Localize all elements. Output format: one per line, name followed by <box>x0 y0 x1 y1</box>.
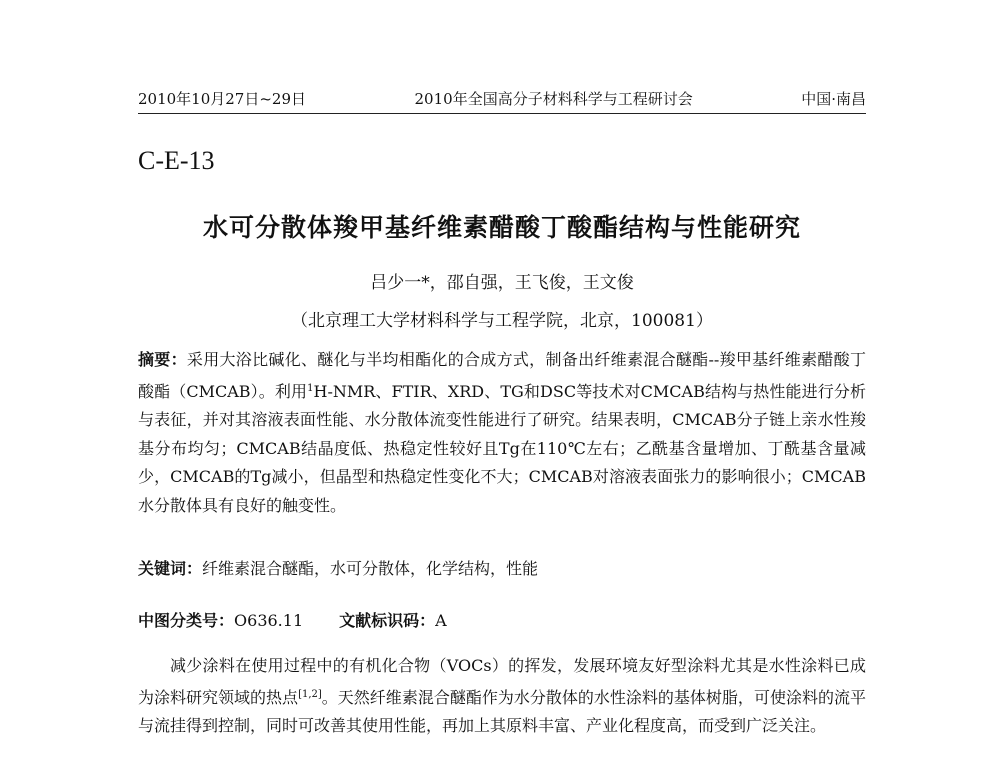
keywords-text: 纤维素混合醚酯，水可分散体，化学结构，性能 <box>202 559 539 578</box>
keywords <box>138 556 866 579</box>
clc-label: 中图分类号： <box>138 611 235 630</box>
body-paragraph <box>138 652 866 741</box>
header-conference: 2010年全国高分子材料科学与工程研讨会 <box>414 90 693 108</box>
abstract <box>138 346 866 520</box>
header-location: 中国·南昌 <box>801 90 866 108</box>
running-header <box>138 88 866 114</box>
paper-code: C-E-13 <box>138 146 215 175</box>
doc-code-label: 文献标识码： <box>339 611 436 630</box>
paper-title: 水可分散体羧甲基纤维素醋酸丁酸酯结构与性能研究 <box>202 213 801 242</box>
header-date: 2010年10月27日~29日 <box>138 90 307 108</box>
paper-affiliation: （北京理工大学材料科学与工程学院，北京，100081） <box>291 311 713 331</box>
paper-authors: 吕少一*，邵自强，王飞俊，王文俊 <box>370 273 634 293</box>
abstract-text-2: H-NMR、FTIR、XRD、TG和DSC等技术对CMCAB结构与热性能进行分析与表征，并对其溶液表面性能、水分散体流变性能进行了研究。结果表明，CMCAB分子链上亲水性羧基分布均匀；CMCAB结晶度低、热稳定性较好且Tg在110℃左右；乙酰基含量增加、丁酰基含量减少，CMCAB的Tg减小，但晶型和热稳定性变化不大；CMCAB对溶液表面张力的影响很小；CMCAB水分散体具有良好的触变性。 <box>138 381 866 515</box>
abstract-label: 摘要： <box>138 350 187 369</box>
doc-code-value: A <box>435 611 447 630</box>
body-text-2: 。天然纤维素混合醚酯作为水分散体的水性涂料的基体树脂，可使涂料的流平与流挂得到控制，同时可改善其使用性能，再加上其原料丰富、产业化程度高，而受到广泛关注。 <box>138 687 866 735</box>
keywords-label: 关键词： <box>138 559 203 578</box>
abstract-text-1: 采用大浴比碱化、醚化与半均相酯化的合成方式，制备出纤维素混合醚酯--羧甲基纤维素醋酸丁酸酯（CMCAB）。利用 <box>138 350 866 401</box>
body-reference: [1,2] <box>298 688 322 700</box>
clc-value: O636.11 <box>234 611 304 630</box>
body-text-1: 减少涂料在使用过程中的有机化合物（VOCs）的挥发，发展环境友好型涂料尤其是水性涂料已成为涂料研究领域的热点 <box>138 656 866 707</box>
classification <box>138 608 866 631</box>
abstract-superscript: 1 <box>307 382 314 394</box>
